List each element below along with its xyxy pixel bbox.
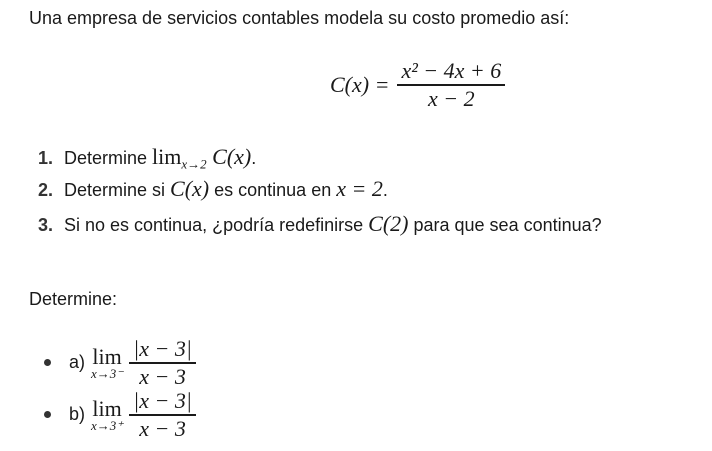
math-lim: lim [152,144,182,169]
formula-denominator: x − 2 [428,85,475,111]
formula-lhs: C(x) = [330,71,390,97]
question-text: Determine si [64,180,171,200]
question-2 [38,176,388,202]
formula-fraction [397,58,505,112]
determine-label: Determine: [29,289,118,309]
lim-word: lim [92,395,122,421]
bullet-icon [44,411,51,418]
question-text: Si no es continua, ¿podría redefinirse [64,215,369,235]
limit-fraction [129,336,196,390]
item-label: a) [69,352,86,373]
question-3 [38,211,602,237]
question-1 [38,144,256,173]
formula-numerator: x² − 4x + 6 [401,58,502,83]
bullet-icon [44,359,51,366]
math-expr: C(x) [206,144,252,169]
lim-sub: x→3⁺ [91,417,124,433]
limit-item-b [44,388,196,442]
math-expr: C(x) [170,176,210,201]
question-text: Determine [64,148,153,168]
limit-operator [91,344,123,382]
intro-text: Una empresa de servicios contables modela su costo promedio así: [29,8,570,28]
question-text: . [251,148,257,168]
denominator: x − 3 [139,363,186,389]
numerator: |x − 3| [133,336,192,361]
denominator: x − 3 [139,415,186,441]
lim-word: lim [92,343,122,369]
question-text: . [382,180,388,200]
limit-item-a [44,336,196,390]
math-sub: x→2 [181,156,207,172]
numerator: |x − 3| [133,388,192,413]
lim-sub: x→3⁻ [91,365,124,381]
cost-formula [330,58,505,112]
list-number: 3. [38,215,54,235]
limit-operator [91,396,123,434]
list-number: 1. [38,148,54,168]
math-expr: C(2) [368,211,409,236]
item-label: b) [69,404,86,425]
list-number: 2. [38,180,54,200]
question-text: es continua en [209,180,337,200]
limit-fraction [129,388,196,442]
question-text: para que sea continua? [408,215,602,235]
math-expr: x = 2 [336,176,383,201]
